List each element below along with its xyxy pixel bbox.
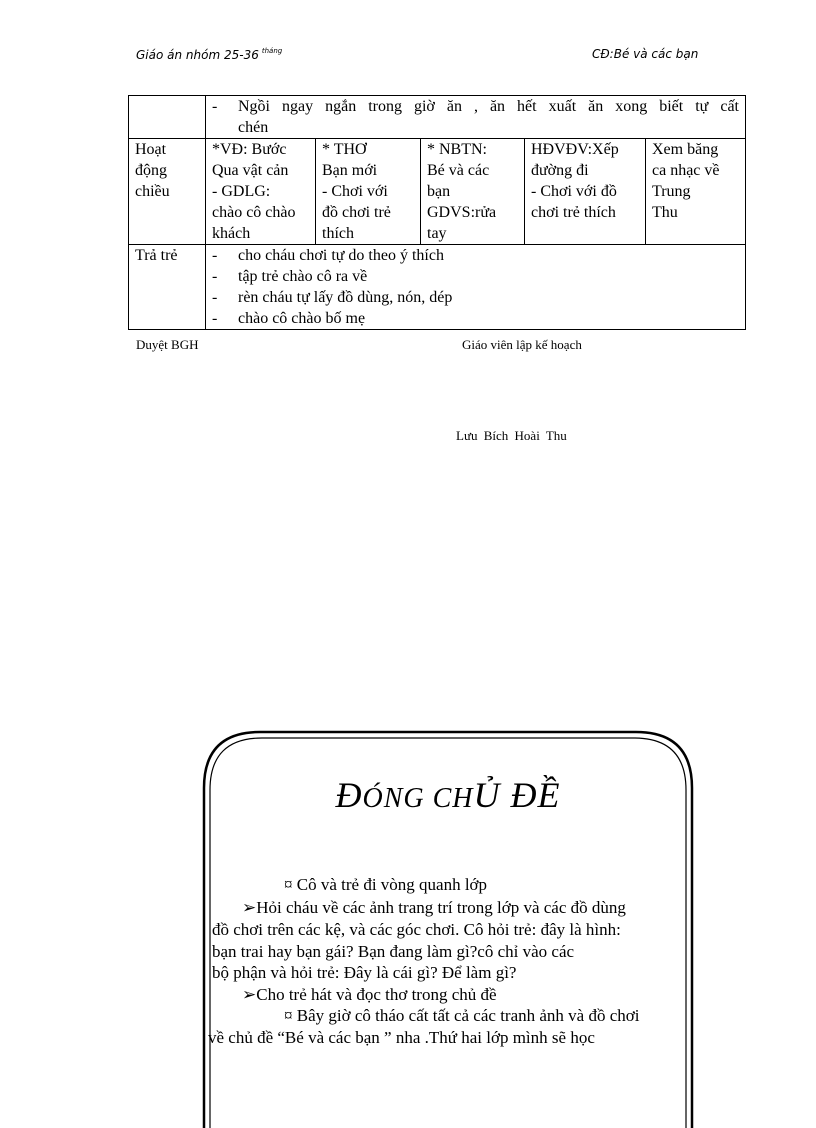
box-line: ➢Cho trẻ hát và đọc thơ trong chủ đề — [242, 985, 497, 1004]
cell-line: đường đi — [531, 162, 589, 179]
activity-cell — [316, 139, 421, 245]
teacher-label: Giáo viên lập kế hoạch — [462, 337, 582, 352]
box-line: đồ chơi trên các kệ, và các góc chơi. Cô hỏi trẻ: đây là hình: — [212, 920, 621, 939]
approval-label: Duyệt BGH — [136, 337, 199, 352]
row-content: - cho cháu chơi tự do theo ý thích - tập trẻ chào cô ra về - rèn cháu tự lấy đồ dùng, nón, dép - chào cô chào bố mẹ — [206, 245, 746, 330]
cell-line: * THƠ — [322, 141, 367, 158]
row1-line2: chén — [238, 119, 269, 136]
box-line: bộ phận và hỏi trẻ: Đây là cái gì? Để làm gì? — [212, 963, 517, 982]
cell-line: Trung — [652, 183, 691, 200]
table-row — [129, 96, 746, 139]
row-label: Trả trẻ — [129, 245, 206, 330]
row1-line1: Ngồi ngay ngắn trong giờ ăn , ăn hết xuất ăn xong biết tự cất — [238, 98, 739, 115]
row2-label-line: Hoạt — [135, 141, 167, 158]
cell-line: thích — [322, 225, 354, 242]
list-item: chào cô chào bố mẹ — [238, 310, 366, 327]
title-part: CH — [424, 783, 474, 814]
row-label — [129, 96, 206, 139]
box-line: bạn trai hay bạn gái? Bạn đang làm gì?cô chỉ vào các — [212, 942, 575, 961]
cell-line: tay — [427, 225, 447, 242]
activity-cell — [206, 139, 316, 245]
cell-line: GDVS:rửa — [427, 204, 497, 221]
cell-line: - Chơi với đồ — [531, 183, 617, 200]
cell-line: * NBTN: — [427, 141, 487, 158]
title-part: ÓNG — [362, 783, 425, 814]
teacher-name: Lưu Bích Hoài Thu — [456, 428, 567, 443]
activity-cell — [421, 139, 525, 245]
header-right: CĐ:Bé và các bạn — [592, 47, 699, 61]
list-item: tập trẻ chào cô ra về — [238, 268, 368, 285]
box-line: về chủ đề “Bé và các bạn ” nha .Thứ hai lớp mình sẽ học — [208, 1028, 595, 1047]
cell-line: ca nhạc về — [652, 162, 720, 179]
cell-line: chào cô chào — [212, 204, 296, 221]
cell-line: Qua vật cản — [212, 162, 289, 179]
cell-line: khách — [212, 225, 251, 242]
cell-line: Bạn mới — [322, 162, 378, 179]
cell-line: Thu — [652, 204, 678, 221]
cell-line: *VĐ: Bước — [212, 141, 287, 158]
list-item: cho cháu chơi tự do theo ý thích — [238, 247, 444, 264]
row-label — [129, 139, 206, 245]
row-content: - Ngồi ngay ngắn trong giờ ăn , ăn hết xuất ăn xong biết tự cất chén — [206, 96, 746, 139]
box-line: ¤ Cô và trẻ đi vòng quanh lớp — [284, 875, 488, 894]
cell-line: đồ chơi trẻ — [322, 204, 391, 221]
header-left — [136, 47, 282, 62]
plan-table — [128, 95, 746, 330]
cell-line: bạn — [427, 183, 451, 200]
table-row — [129, 139, 746, 245]
row2-label-line: chiều — [135, 183, 170, 200]
header-left-text: Giáo án nhóm 25-36 — [136, 48, 259, 62]
closing-topic-box — [200, 728, 696, 1128]
cell-line: Xem băng — [652, 141, 719, 158]
activity-cell — [646, 139, 746, 245]
row2-label-line: động — [135, 162, 167, 179]
title-part: Đ — [335, 775, 363, 815]
cell-line: Bé và các — [427, 162, 490, 179]
table-row — [129, 245, 746, 330]
list-item: rèn cháu tự lấy đồ dùng, nón, dép — [238, 289, 453, 306]
header-left-sup: tháng — [261, 47, 283, 55]
cell-line: HĐVĐV:Xếp — [531, 141, 619, 158]
cell-line: - GDLG: — [212, 183, 271, 200]
cell-line: - Chơi với — [322, 183, 388, 200]
cell-line: chơi trẻ thích — [531, 204, 616, 221]
activity-cell — [525, 139, 646, 245]
title-part: Ủ ĐỀ — [473, 775, 561, 815]
box-title — [200, 774, 696, 816]
box-line: ¤ Bây giờ cô tháo cất tất cả các tranh ảnh và đồ chơi — [284, 1006, 640, 1025]
box-line: ➢Hỏi cháu về các ảnh trang trí trong lớp và các đồ dùng — [242, 898, 626, 917]
